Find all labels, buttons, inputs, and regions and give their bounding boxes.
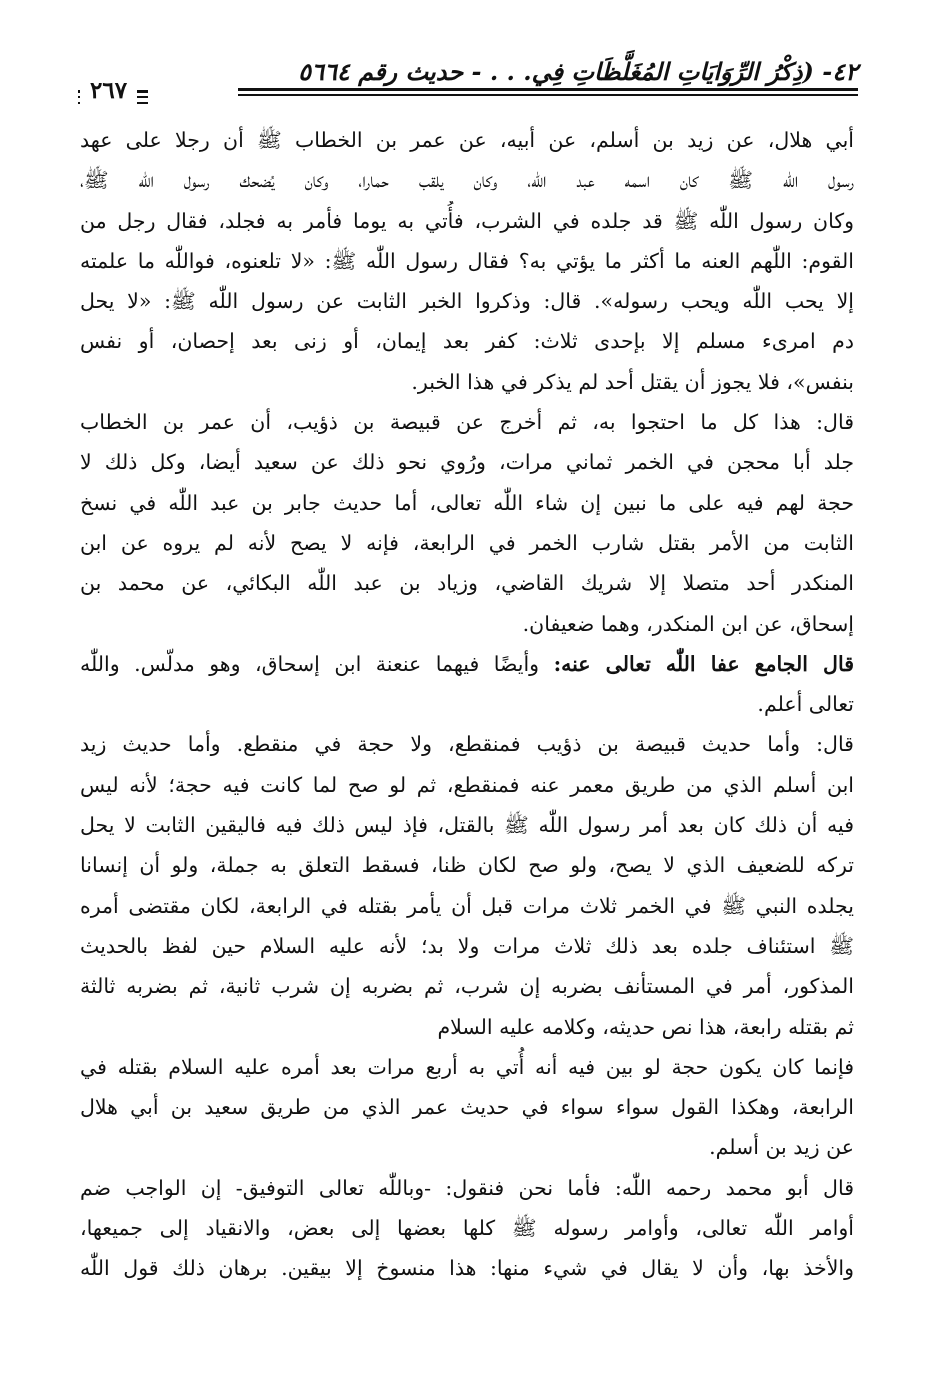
text-line: ابن أسلم الذي من طريق معمر عنه فمنقطع، ثم لو صح لما كانت فيه حجة؛ لأنه ليس xyxy=(80,772,854,797)
text-line: قال الجامع عفا اللّٰه تعالى عنه: وأيضًا فيهما عنعنة ابن إسحاق، وهو مدلّس. واللّٰه xyxy=(80,651,854,676)
text-line: القوم: اللّٰهم العنه ما أكثر ما يؤتي به؟ فقال رسول اللّٰه ﷺ: «لا تلعنوه، فواللّٰه ما علمته xyxy=(80,248,854,273)
text-line: وكان رسول اللّٰه ﷺ قد جلده في الشرب، فأُتي به يوما فأمر به فجلد، فقال رجل من xyxy=(80,208,854,233)
text-line: المنكدر أحد متصلا إلا شريك القاضي، وزياد بن عبد اللّٰه البكائي، عن محمد بن xyxy=(80,571,854,596)
bold-prefix: قال الجامع عفا اللّٰه تعالى عنه: xyxy=(553,651,854,676)
text-line: قال: هذا كل ما احتجوا به، ثم أخرج عن قبيصة بن ذؤيب، أن عمر بن الخطاب xyxy=(80,410,854,435)
text-line: الرابعة، وهكذا القول سواء سواء في حديث عمر الذي من طريق سعيد بن أبي هلال xyxy=(80,1095,854,1120)
running-title: ٤٢- (ذِكْرُ الرِّوَايَاتِ المُغَلَّظَاتِ فِي. . . - حديث رقم ٥٦٦٤ xyxy=(298,57,858,86)
text-line: تركه للضعيف الذي لا يصح، ولو صح لكان ظنا، فسقط التعلق به جملة، ولو أن إنسانا xyxy=(80,853,854,878)
text-line: يجلده النبي ﷺ في الخمر ثلاث مرات قبل أن يأمر بقتله في الرابعة، لكان مقتضى أمره xyxy=(80,893,854,918)
text-line: قال: وأما حديث قبيصة بن ذؤيب فمنقطع، ولا حجة في منقطع. وأما حديث زيد xyxy=(80,732,854,757)
text-line: أبي هلال، عن زيد بن أسلم، عن أبيه، عن عمر بن الخطاب ﷺ أن رجلا على عهد xyxy=(80,128,854,152)
text-line: حجة لهم فيه على ما نبين إن شاء اللّٰه تعالى، أما حديث جابر بن عبد اللّٰه في نسخ xyxy=(80,490,854,515)
text-line: رسول اللّٰه ﷺ كان اسمه عبد اللّٰه، وكان يلقب حمارا، وكان يُضحك رسول اللّٰه ﷺ، xyxy=(80,168,854,193)
text-line: إلا يحب اللّٰه ويحب رسوله». قال: وذكروا الخبر الثابت عن رسول اللّٰه ﷺ: «لا يحل xyxy=(80,289,854,314)
text-line: جلد أبا محجن في الخمر ثماني مرات، ورُوي نحو ذلك عن سعيد أيضا، وكل ذلك لا xyxy=(80,450,854,475)
text-line: تعالى أعلم. xyxy=(757,692,854,717)
text-line: عن زيد بن أسلم. xyxy=(709,1135,854,1160)
header-rule xyxy=(238,94,858,96)
text-line: فإنما كان يكون حجة لو بين فيه أنه أُتي به أربع مرات بعد أمره عليه السلام بقتله في xyxy=(80,1054,854,1079)
page-number: ٢٦٧ xyxy=(80,76,137,106)
text-line: ﷺ استئناف جلده بعد ذلك ثلاث مرات ولا بد؛ لأنه عليه السلام حين لفظ بالحديث xyxy=(80,933,854,958)
text-line: أوامر اللّٰه تعالى، وأوامر رسوله ﷺ كلها بعضها إلى بعض، والانقياد إلى جميعها، xyxy=(80,1216,854,1241)
text-line: المذكور، أمر في المستأنف بضربه إن شرب، ثم بضربه إن شرب ثانية، ثم بضربه ثالثة xyxy=(80,974,854,999)
text-line: فيه أن ذلك كان بعد أمر رسول اللّٰه ﷺ بالقتل، فإذ ليس ذلك فيه فاليقين الثابت لا يحل xyxy=(80,813,854,838)
text-line: دم امرىء مسلم إلا بإحدى ثلاث: كفر بعد إيمان، أو زنى بعد إحصان، أو نفس xyxy=(80,329,854,354)
text-line: ثم بقتله رابعة، هذا نص حديثه، وكلامه عليه السلام xyxy=(437,1014,854,1039)
text-line: إسحاق، عن ابن المنكدر، وهما ضعيفان. xyxy=(522,611,854,636)
page-header xyxy=(78,52,858,100)
text-line: الثابت من الأمر بقتل شارب الخمر في الرابعة، فإنه لا يصح لأنه لم يروه عن ابن xyxy=(80,530,854,555)
header-rule xyxy=(238,88,858,91)
body-text xyxy=(80,120,854,1289)
text-line: بنفس»، فلا يجوز أن يقتل أحد لم يذكر في هذا الخبر. xyxy=(411,369,854,394)
text-line: قال أبو محمد رحمه اللّٰه: فأما نحن فنقول: -وباللّٰه تعالى التوفيق- إن الواجب ضم xyxy=(80,1175,854,1200)
text-line: والأخذ بها، وأن لا يقال في شيء منها: هذا منسوخ إلا بيقين. برهان ذلك قول اللّٰه xyxy=(80,1256,854,1281)
